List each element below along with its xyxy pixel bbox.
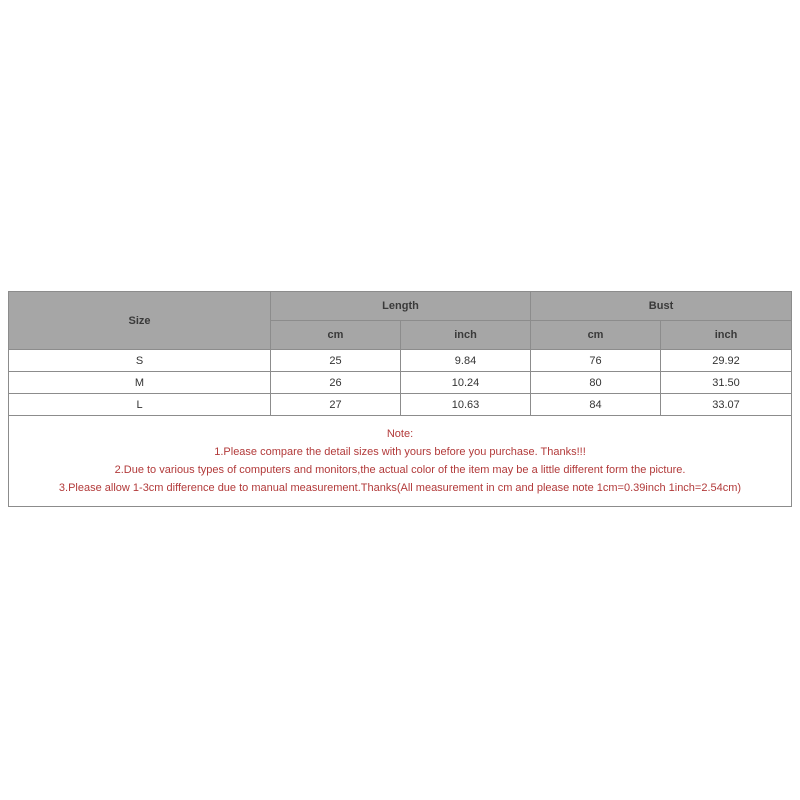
table-row [9,350,792,372]
table-row [9,394,792,416]
note-line-1: 1.Please compare the detail sizes with yours before you purchase. Thanks!!! [214,446,586,458]
bust-inch-cell: 33.07 [661,394,792,416]
notes-cell [9,416,792,507]
length-cm-cell: 26 [271,372,401,394]
length-inch-cell: 9.84 [401,350,531,372]
size-cell: L [9,394,271,416]
length-cm-cell: 27 [271,394,401,416]
table-row [9,372,792,394]
size-cell: S [9,350,271,372]
length-cm-cell: 25 [271,350,401,372]
length-inch-cell: 10.63 [401,394,531,416]
length-inch-cell: 10.24 [401,372,531,394]
bust-cm-header: cm [531,321,661,350]
bust-inch-cell: 31.50 [661,372,792,394]
note-line-3: 3.Please allow 1-3cm difference due to manual measurement.Thanks(All measurement in cm and please note 1cm=0.39inch 1inch=2.54cm) [58,482,742,494]
note-title: Note: [386,428,414,440]
size-header: Size [9,292,271,350]
length-cm-header: cm [271,321,401,350]
length-header: Length [271,292,531,321]
bust-cm-cell: 80 [531,372,661,394]
size-cell: M [9,372,271,394]
notes-row [9,416,792,507]
length-inch-header: inch [401,321,531,350]
note-line-2: 2.Due to various types of computers and monitors,the actual color of the item may be a little different form the picture. [114,464,686,476]
bust-header: Bust [531,292,792,321]
bust-cm-cell: 76 [531,350,661,372]
bust-cm-cell: 84 [531,394,661,416]
bust-inch-header: inch [661,321,792,350]
bust-inch-cell: 29.92 [661,350,792,372]
size-chart-table [8,291,792,507]
